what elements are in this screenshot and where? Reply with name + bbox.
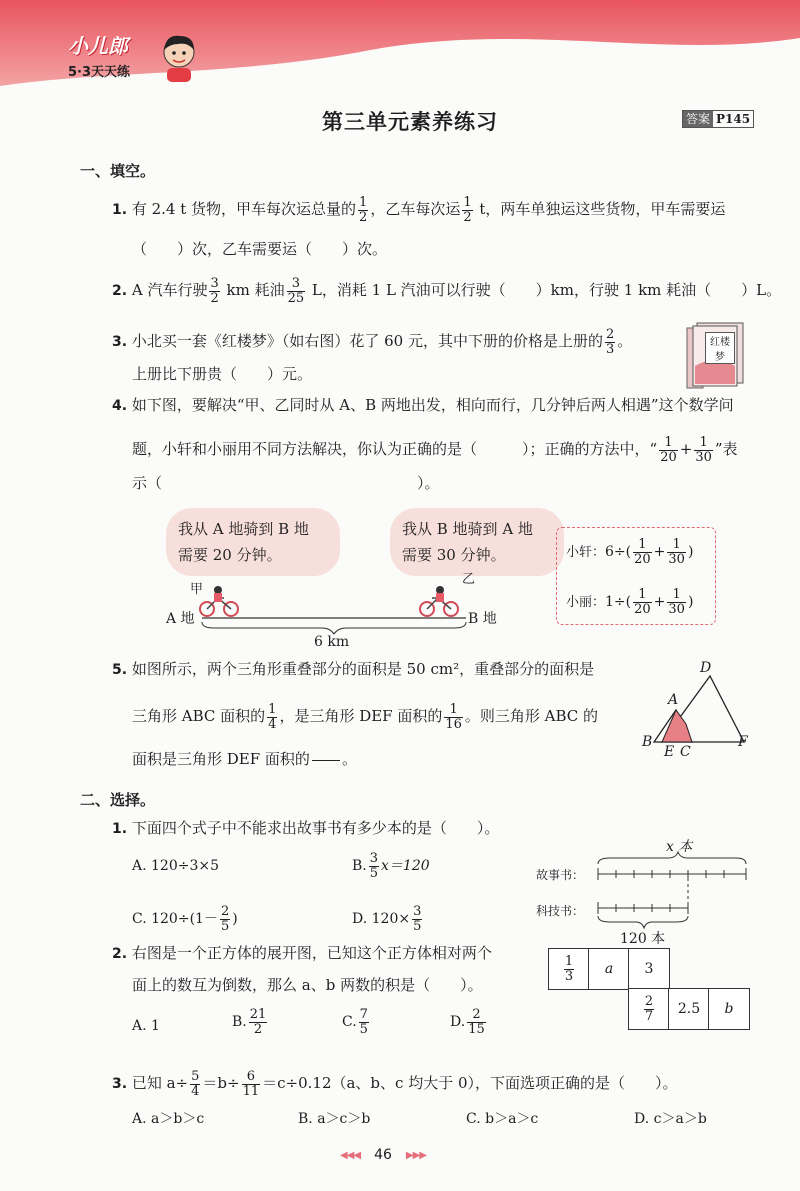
s1-q4-line1 [112,398,734,413]
distance-label: 6 km [314,634,350,650]
book-set-image [685,318,745,390]
s1-q1-line1 [112,196,725,224]
s1-q5-line2 [132,703,598,731]
s1-q2-text-b: km 耗油 [221,281,285,300]
s1-q3-num: 3. [112,334,128,351]
s2-q1-opt-c: C. 120÷(1－ $\frac{2}{5}$ ) [132,904,238,934]
s1-q4-text-a: 如下图，要解决“甲、乙同时从 A、B 两地出发，相向而行，几分钟后两人相遇”这个数学问 [131,396,734,414]
person-right-label: 乙 [462,572,476,587]
method-row-2: 小丽：1÷( $\frac{1}{20}$ + $\frac{1}{30}$ ) [566,587,694,617]
s1-q5-answer-blank [312,746,340,774]
s2-q2-num: 2. [112,946,128,962]
diagram-top-label: x 本 [666,839,693,855]
bubble-right-line2: 需要 30 分钟。 [402,546,506,564]
s1-q5-text-b: 三角形 ABC 面积的 [132,707,266,726]
s1-q5-text-e: 面积是三角形 DEF 面积的 [132,750,310,769]
s2-q3-frac2: $\frac{6}{11}$ [242,1069,260,1099]
s1-q5-num: 5. [112,662,128,678]
diagram-row2-label: 科技书： [536,904,585,918]
s1-q1-frac1: $\frac{1}{2}$ [359,195,368,225]
label-d: D [700,660,712,676]
s1-q1-text-a: 有 2.4 t 货物，甲车每次运总量的 [131,200,357,219]
answer-label: 答案 [683,111,713,127]
s2-q1-opt-d: D. 120× $\frac{3}{5}$ [352,904,422,934]
net-cell-1: $\frac{1}{3}$ [548,948,590,990]
s1-q5-line1 [112,662,594,677]
person-left-label: 甲 [190,582,204,597]
s1-q5-text-c: ，是三角形 DEF 面积的 [279,707,443,726]
s1-q5-line3 [132,746,357,774]
s1-q4-line3: 示（ ）。 [132,474,440,492]
logo-sub: 5·3天天练 [68,65,131,80]
s2-q3 [112,1070,678,1098]
method-row-1: 小轩：6÷( $\frac{1}{20}$ + $\frac{1}{30}$ ) [566,537,694,567]
s2-q3-opt-a: A. a＞b＞c [132,1111,205,1127]
footer-left-arrows-icon: ◀◀◀ [340,1149,361,1161]
footer-right-arrows-icon: ▶▶▶ [405,1149,426,1161]
bubble-left-line2: 需要 20 分钟。 [178,546,282,564]
diagram-bottom-label: 120 本 [620,931,666,947]
logo-main: 小儿郎 [68,34,128,58]
s1-q1-frac2: $\frac{1}{2}$ [463,195,472,225]
label-a: A [668,692,679,708]
page-title: 第三单元素养练习 [322,110,498,134]
s2-q2-opt-c: C. $\frac{7}{5}$ [342,1007,368,1037]
s2-q3-opt-c: C. b＞a＞c [466,1111,539,1127]
s2-q3-opt-b: B. a＞c＞b [298,1111,371,1127]
section1-heading: 一、填空。 [80,162,156,180]
point-a-label: A 地 [166,611,195,627]
section2-heading: 二、选择。 [80,791,156,809]
s1-q1-text-c: t，两车单独运这些货物，甲车需要运 [474,200,726,219]
s2-q2-opt-a: A. 1 [132,1018,160,1034]
s1-q5-frac2: $\frac{1}{16}$ [445,702,462,732]
bubble-right-line1: 我从 B 地骑到 A 地 [402,520,533,538]
s1-q3-line1 [112,328,632,356]
book-title: 红楼梦 [705,332,735,364]
s1-q2-text-c: L，消耗 1 L 汽油可以行驶（ ）km，行驶 1 km 耗油（ ）L。 [307,281,782,300]
method1-expr: 6÷( [605,544,632,561]
answer-ref [682,110,754,128]
diagram-row1-label: 故事书： [536,868,585,882]
point-b-label: B 地 [468,611,497,627]
bubble-left-line1: 我从 A 地骑到 B 地 [178,520,309,538]
s1-q2-frac2: $\frac{3}{25}$ [287,276,305,306]
speech-bubble-left [166,508,340,576]
s1-q1-line2: （ ）次，乙车需要运（ ）次。 [132,240,388,258]
s1-q3-line2: 上册比下册贵（ ）元。 [132,365,313,383]
s2-q3-num: 3. [112,1076,128,1093]
method2-expr: 1÷( [605,594,632,611]
s2-q1 [112,821,499,836]
s1-q4-line2 [132,436,738,464]
net-cell-3: 3 [628,948,670,990]
s1-q4-num: 4. [112,398,128,414]
answer-page: P145 [716,112,751,126]
s1-q5-text-a: 如图所示，两个三角形重叠部分的面积是 50 cm²，重叠部分的面积是 [131,660,595,678]
net-cell-4: $\frac{2}{7}$ [628,988,670,1030]
s2-q3-opt-d: D. c＞a＞b [634,1111,707,1127]
s1-q3-text-b: 。 [617,332,633,351]
net-cell-2: a [588,948,630,990]
s2-q2-opt-d: D. $\frac{2}{15}$ [450,1007,485,1037]
logo [68,30,130,80]
speech-bubble-right [390,508,564,576]
s2-q1-text: 下面四个式子中不能求出故事书有多少本的是（ ）。 [131,819,500,837]
triangles-figure [640,660,752,760]
s1-q3-frac1: $\frac{2}{3}$ [605,327,615,357]
s2-q2-opt-b: B. $\frac{21}{2}$ [232,1007,267,1037]
page-number: 46 [374,1147,392,1163]
s1-q5-text-g: 。 [341,750,357,769]
label-f: F [738,734,748,750]
footer [340,1147,426,1163]
s1-q5-frac1: $\frac{1}{4}$ [268,702,277,732]
s1-q2-num: 2. [112,283,128,300]
s1-q2 [112,277,781,305]
net-cell-6: b [708,988,750,1030]
segment-diagram [536,836,750,946]
s1-q5-text-d: 。则三角形 ABC 的 [464,707,599,726]
s2-q1-num: 1. [112,821,128,837]
mascot-icon [158,32,200,88]
s1-q4-text-c: ”表 [714,440,738,459]
label-c: C [680,744,691,760]
s1-q2-frac1: $\frac{3}{2}$ [210,276,219,306]
s1-q2-text-a: A 汽车行驶 [131,281,208,300]
s1-q3-text-a: 小北买一套《红楼梦》（如右图）花了 60 元，其中下册的价格是上册的 [131,332,603,351]
s2-q1-opt-a: A. 120÷3×5 [132,858,220,874]
method1-name: 小轩： [566,545,606,561]
s2-q3-frac1: $\frac{5}{4}$ [191,1069,200,1099]
label-b: B [642,734,653,750]
s2-q1-opt-b: B. $\frac{3}{5}$ x＝120 [352,851,430,881]
s1-q4-frac2: $\frac{1}{30}$ [695,435,712,465]
s2-q3-text-a: 已知 a÷ [131,1074,189,1093]
s2-q3-text-c: ＝c÷0.12（a、b、c 均大于 0），下面选项正确的是（ ）。 [262,1074,678,1093]
s2-q2-text-a: 右图是一个正方体的展开图，已知这个正方体相对两个 [131,944,492,962]
s1-q1-text-b: ，乙车每次运 [370,200,461,219]
s1-q4-frac1: $\frac{1}{20}$ [660,435,677,465]
net-cell-5: 2.5 [668,988,710,1030]
method2-name: 小丽： [566,595,606,611]
s2-q2-line1 [112,946,492,961]
s2-q3-text-b: ＝b÷ [202,1074,240,1093]
s1-q1-num: 1. [112,202,128,219]
s2-q2-line2: 面上的数互为倒数，那么 a、b 两数的积是（ ）。 [132,976,483,994]
s1-q4-text-b: 题，小轩和小丽用不同方法解决，你认为正确的是（ ）；正确的方法中，“ [132,440,658,459]
s1-q4-plus: + [679,440,693,459]
label-e: E [664,744,675,760]
